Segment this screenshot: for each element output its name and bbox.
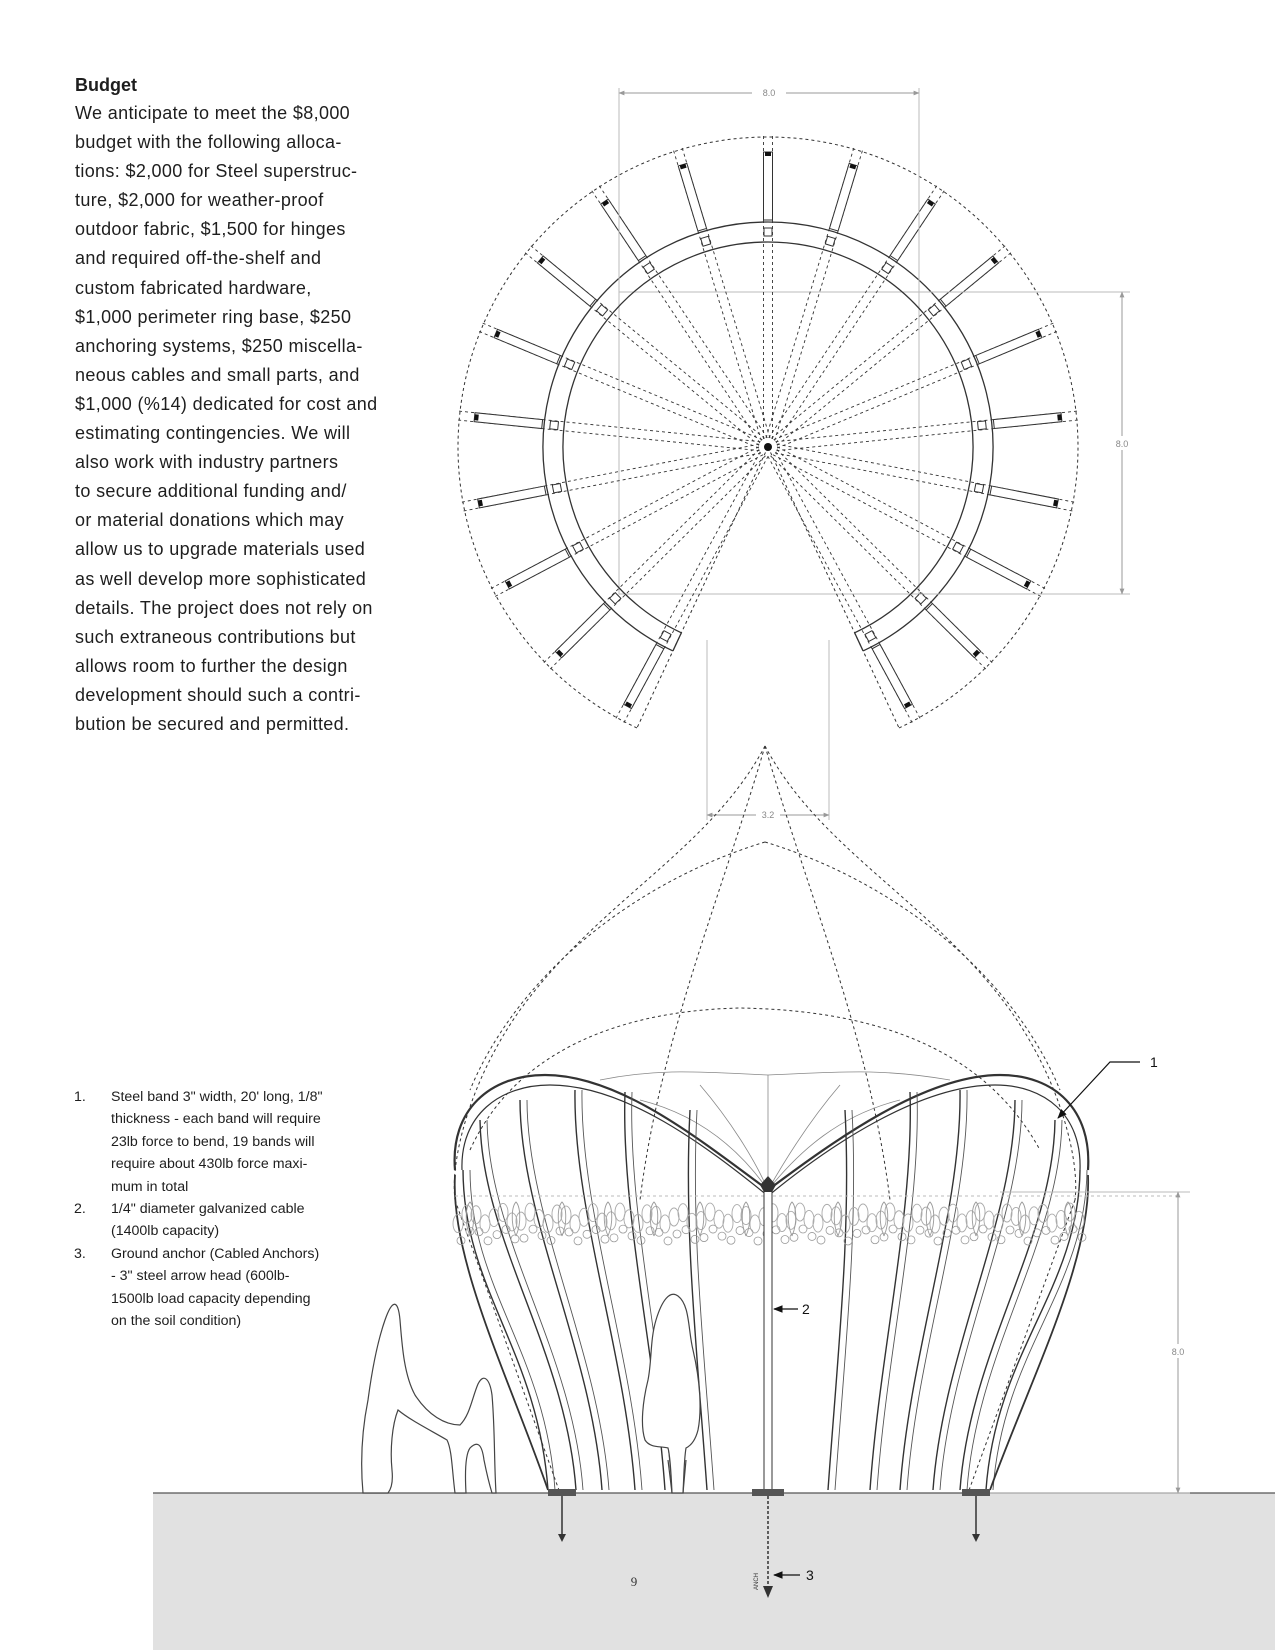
plan-band-clamp bbox=[929, 202, 931, 205]
budget-line: allows room to further the design bbox=[75, 655, 348, 676]
note-line: thickness - each band will require bbox=[111, 1111, 321, 1128]
budget-line: budget with the following alloca- bbox=[75, 132, 342, 153]
plan-band-hinge bbox=[940, 256, 998, 306]
budget-line: tions: $2,000 for Steel superstruc- bbox=[75, 161, 358, 182]
lace-loop bbox=[880, 1233, 888, 1241]
lace-loop bbox=[912, 1204, 922, 1222]
lace-loop bbox=[525, 1203, 535, 1221]
plan-band-hinge bbox=[926, 604, 981, 658]
lace-loop bbox=[705, 1203, 715, 1221]
budget-line: bution be secured and permitted. bbox=[75, 713, 350, 734]
lace-loop bbox=[628, 1232, 636, 1240]
budget-line: such extraneous contributions but bbox=[75, 626, 356, 647]
budget-line: estimating contingencies. We will bbox=[75, 423, 351, 444]
lace-loop bbox=[961, 1236, 969, 1244]
lace-loop bbox=[804, 1210, 814, 1228]
note-line: 1/4" diameter galvanized cable bbox=[111, 1201, 305, 1218]
plan-band-clamp bbox=[1037, 333, 1041, 335]
lace-loop bbox=[493, 1231, 501, 1239]
elevation-view bbox=[153, 746, 1275, 1650]
callout-label: 1 bbox=[1150, 1054, 1158, 1070]
lace-loop bbox=[736, 1227, 744, 1235]
plan-ring-node bbox=[701, 236, 711, 246]
plan-band-clamp bbox=[907, 703, 909, 707]
lace-loop bbox=[718, 1232, 726, 1240]
lace-loop bbox=[610, 1234, 618, 1242]
plan-band-hinge bbox=[990, 486, 1058, 508]
lace-loop bbox=[723, 1214, 733, 1232]
plan-band-hinge bbox=[872, 644, 912, 708]
lace-loop bbox=[957, 1214, 967, 1232]
lace-loop bbox=[669, 1208, 679, 1226]
lace-loop bbox=[570, 1215, 580, 1233]
plan-ring-outer bbox=[543, 222, 993, 651]
steel-band bbox=[870, 1092, 910, 1490]
lace-leaf bbox=[742, 1202, 750, 1236]
lace-leaf bbox=[558, 1202, 566, 1236]
lace-loop bbox=[1047, 1214, 1057, 1232]
note-number: 3. bbox=[74, 1245, 86, 1262]
lace-loop bbox=[732, 1205, 742, 1223]
plan-gap-edge bbox=[637, 447, 768, 728]
plan-band-clamp bbox=[540, 259, 543, 262]
plan-ring-node bbox=[573, 542, 584, 553]
plan-band-hinge bbox=[505, 549, 569, 589]
plan-band-hinge bbox=[890, 199, 935, 261]
plan-ring-node bbox=[928, 305, 939, 316]
steel-band-edge bbox=[967, 1120, 1062, 1490]
lace-loop bbox=[520, 1234, 528, 1242]
plan-ring-node bbox=[978, 421, 987, 430]
lace-loop bbox=[822, 1204, 832, 1222]
plan-band-hinge bbox=[601, 199, 646, 261]
lace-loop bbox=[660, 1215, 670, 1233]
lace-loop bbox=[948, 1204, 958, 1222]
lace-loop bbox=[480, 1215, 490, 1233]
svg-text:ANCH: ANCH bbox=[754, 1572, 760, 1590]
lace-loop bbox=[475, 1228, 483, 1236]
lace-loop bbox=[750, 1215, 760, 1233]
budget-line: custom fabricated hardware, bbox=[75, 277, 312, 298]
lace-loop bbox=[615, 1203, 625, 1221]
lace-loop bbox=[601, 1235, 609, 1243]
callout-label: 3 bbox=[806, 1567, 814, 1583]
lace-loop bbox=[691, 1235, 699, 1243]
lace-loop bbox=[871, 1236, 879, 1244]
lace-loop bbox=[498, 1203, 508, 1221]
lace-loop bbox=[651, 1206, 661, 1224]
lace-loop bbox=[966, 1211, 976, 1229]
budget-line: allow us to upgrade materials used bbox=[75, 539, 366, 560]
lace-loop bbox=[664, 1237, 672, 1245]
plan-band-clamp bbox=[558, 652, 561, 655]
budget-line: $1,000 perimeter ring base, $250 bbox=[75, 306, 352, 327]
lace-loop bbox=[565, 1228, 573, 1236]
callout-label: 2 bbox=[802, 1301, 810, 1317]
lace-loop bbox=[574, 1237, 582, 1245]
budget-line: to secure additional funding and/ bbox=[75, 481, 347, 502]
lace-loop bbox=[1051, 1236, 1059, 1244]
plan-band-clamp bbox=[1054, 503, 1058, 504]
plan-band-hinge bbox=[976, 329, 1042, 363]
lace-loop bbox=[552, 1205, 562, 1223]
plan-band-hinge bbox=[537, 256, 595, 306]
plan-center-hub bbox=[764, 443, 772, 451]
callout-2 bbox=[774, 1301, 810, 1317]
plan-ring-node bbox=[974, 483, 983, 492]
lace-loop bbox=[853, 1229, 861, 1237]
plan-ring-node bbox=[552, 483, 561, 492]
note-line: require about 430lb force maxi- bbox=[111, 1156, 308, 1173]
lace-loop bbox=[903, 1214, 913, 1232]
plan-band-clamp bbox=[852, 165, 853, 169]
plan-height-label: 8.0 bbox=[1115, 439, 1129, 449]
lace-loop bbox=[817, 1236, 825, 1244]
plan-square-outline bbox=[619, 292, 919, 594]
note-line: Steel band 3" width, 20' long, 1/8" bbox=[111, 1089, 323, 1105]
plan-band-hinge bbox=[624, 644, 664, 708]
lace-loop bbox=[777, 1214, 787, 1232]
fabric-lace-strip bbox=[453, 1196, 1180, 1245]
lace-loop bbox=[754, 1237, 762, 1245]
steel-band-edge bbox=[835, 1110, 854, 1490]
plan-band-hinge bbox=[494, 329, 560, 363]
plan-band-clamp bbox=[975, 652, 978, 655]
budget-line: or material donations which may bbox=[75, 510, 344, 531]
budget-line: $1,000 (%14) dedicated for cost and bbox=[75, 393, 378, 414]
plan-ring-node bbox=[865, 631, 876, 642]
plan-band-clamp bbox=[993, 259, 996, 262]
plan-ring-node bbox=[596, 305, 607, 316]
human-figure-standing bbox=[642, 1294, 700, 1493]
budget-title: Budget bbox=[75, 75, 137, 95]
canopy bbox=[455, 1072, 1089, 1196]
steel-band bbox=[828, 1110, 847, 1490]
lace-loop bbox=[781, 1236, 789, 1244]
lace-loop bbox=[714, 1210, 724, 1228]
plan-ring-node bbox=[764, 228, 772, 236]
plan-band-hinge bbox=[478, 486, 546, 508]
human-figure-sitting bbox=[362, 1304, 496, 1493]
lace-loop bbox=[511, 1235, 519, 1243]
page-number: 9 bbox=[630, 1574, 638, 1589]
lace-loop bbox=[1011, 1207, 1021, 1225]
lace-loop bbox=[516, 1212, 526, 1230]
lace-loop bbox=[484, 1237, 492, 1245]
budget-line: development should such a contri- bbox=[75, 684, 361, 705]
lace-loop bbox=[808, 1232, 816, 1240]
plan-band-clamp bbox=[628, 703, 630, 707]
lace-loop bbox=[867, 1214, 877, 1232]
note-number: 1. bbox=[74, 1089, 86, 1105]
note-line: Ground anchor (Cabled Anchors) bbox=[111, 1245, 320, 1262]
budget-line: as well develop more sophisticated bbox=[75, 568, 367, 589]
lace-loop bbox=[1029, 1207, 1039, 1225]
lace-loop bbox=[831, 1207, 841, 1225]
plan-band-hinge bbox=[678, 163, 706, 231]
plan-band-clamp bbox=[507, 583, 511, 585]
lace-loop bbox=[934, 1237, 942, 1245]
lace-loop bbox=[813, 1214, 823, 1232]
lace-loop bbox=[471, 1206, 481, 1224]
plan-opening-dimension bbox=[707, 640, 829, 820]
lace-loop bbox=[700, 1234, 708, 1242]
plan-band-clamp bbox=[1025, 583, 1029, 585]
plan-opening-label: 3.2 bbox=[761, 810, 775, 820]
lace-loop bbox=[826, 1226, 834, 1234]
lace-loop bbox=[678, 1204, 688, 1222]
lace-loop bbox=[529, 1225, 537, 1233]
elevation-height-label: 8.0 bbox=[1171, 1347, 1185, 1357]
budget-line: also work with industry partners bbox=[75, 452, 339, 473]
plan-band-hinge bbox=[764, 152, 773, 220]
budget-line: We anticipate to meet the $8,000 bbox=[75, 103, 351, 123]
plan-ring-inner bbox=[563, 242, 973, 633]
ground bbox=[153, 1493, 1275, 1650]
steel-band-edge bbox=[993, 1170, 1087, 1490]
plan-gap-edge bbox=[768, 447, 899, 728]
note-line: on the soil condition) bbox=[111, 1313, 242, 1330]
plan-band-hinge bbox=[829, 163, 857, 231]
budget-line: details. The project does not rely on bbox=[75, 597, 373, 618]
note-line: 1500lb load capacity depending bbox=[111, 1290, 311, 1307]
budget-line: outdoor fabric, $1,500 for hinges bbox=[75, 219, 346, 240]
lace-leaf bbox=[788, 1202, 796, 1236]
budget-line: and required off-the-shelf and bbox=[75, 248, 322, 269]
plan-outer-dashed-circle bbox=[458, 137, 1078, 728]
plan-ring-node bbox=[953, 542, 964, 553]
plan-ring-node bbox=[550, 421, 559, 430]
note-line: (1400lb capacity) bbox=[111, 1223, 220, 1240]
plan-band-hinge bbox=[967, 549, 1031, 589]
lace-loop bbox=[849, 1207, 859, 1225]
plan-ring-node bbox=[660, 631, 671, 642]
plan-geometry bbox=[457, 135, 1079, 728]
plan-ring-node bbox=[643, 263, 654, 274]
plan-width-label: 8.0 bbox=[762, 88, 776, 98]
steel-band-edge bbox=[695, 1110, 714, 1490]
note-line: 23lb force to bend, 19 bands will bbox=[111, 1133, 315, 1150]
plan-band-clamp bbox=[604, 202, 606, 205]
plan-band-clamp bbox=[496, 333, 500, 335]
note-line: - 3" steel arrow head (600lb- bbox=[111, 1268, 290, 1285]
plan-band-hinge bbox=[993, 413, 1062, 429]
lace-leaf bbox=[696, 1202, 704, 1236]
lace-loop bbox=[858, 1204, 868, 1222]
lace-loop bbox=[673, 1230, 681, 1238]
budget-line: neous cables and small parts, and bbox=[75, 364, 360, 385]
lace-loop bbox=[916, 1226, 924, 1234]
lace-loop bbox=[894, 1211, 904, 1229]
plan-band-clamp bbox=[683, 165, 684, 169]
central-cable bbox=[752, 1176, 784, 1496]
budget-line: anchoring systems, $250 miscella- bbox=[75, 335, 363, 356]
note-line: mum in total bbox=[111, 1178, 189, 1195]
lace-loop bbox=[727, 1236, 735, 1244]
plan-view bbox=[457, 86, 1134, 820]
lace-loop bbox=[795, 1203, 805, 1221]
plan-band-hinge bbox=[555, 604, 610, 658]
plan-ring-node bbox=[882, 263, 893, 274]
lace-leaf bbox=[604, 1202, 612, 1236]
lace-loop bbox=[1074, 1211, 1084, 1229]
plan-band-hinge bbox=[474, 413, 543, 429]
lace-loop bbox=[624, 1210, 634, 1228]
lace-loop bbox=[984, 1211, 994, 1229]
plan-ring-node bbox=[825, 236, 835, 246]
note-number: 2. bbox=[74, 1201, 86, 1218]
plan-band-clamp bbox=[478, 503, 482, 504]
lace-loop bbox=[1006, 1226, 1014, 1234]
lace-loop bbox=[930, 1215, 940, 1233]
budget-line: ture, $2,000 for weather-proof bbox=[75, 190, 324, 211]
steel-band bbox=[933, 1100, 1015, 1490]
lace-loop bbox=[583, 1230, 591, 1238]
